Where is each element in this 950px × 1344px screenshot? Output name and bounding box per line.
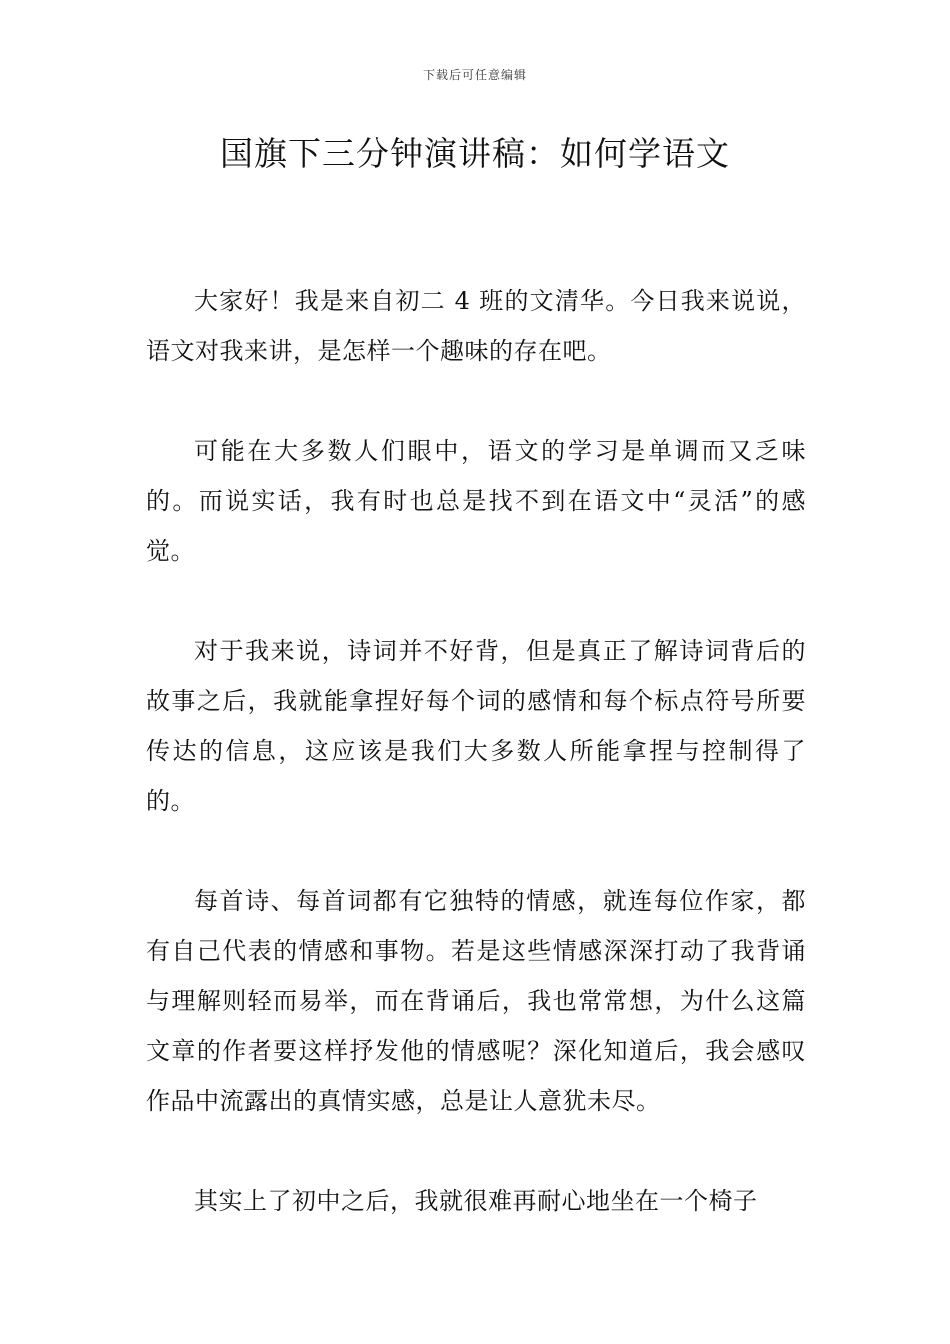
header-note: 下载后可任意编辑 <box>422 68 527 82</box>
paragraph-3: 对于我来说，诗词并不好背，但是真正了解诗词背后的故事之后，我就能拿捏好每个词的感情和每个标点符号所要传达的信息，这应该是我们大多数人所能拿捏与控制得了的。 <box>146 637 806 815</box>
paragraph-2: 可能在大多数人们眼中，语文的学习是单调而又乏味的。而说实话，我有时也总是找不到在语文中“灵活”的感觉。 <box>146 437 806 565</box>
document-title: 国旗下三分钟演讲稿：如何学语文 <box>220 134 730 173</box>
paragraph-5: 其实上了初中之后，我就很难再耐心地坐在一个椅子 <box>194 1187 758 1215</box>
paragraph-4: 每首诗、每首词都有它独特的情感，就连每位作家，都有自己代表的情感和事物。若是这些情感深深打动了我背诵与理解则轻而易举，而在背诵后，我也常常想，为什么这篇文章的作者要这样抒发他的情感呢？深化知道后，我会感叹作品中流露出的真情实感，总是让人意犹未尽。 <box>146 887 806 1115</box>
paragraph-1: 大家好！我是来自初二 4 班的文清华。今日我来说说，语文对我来讲，是怎样一个趣味的存在吧。 <box>146 287 806 365</box>
document-body <box>146 276 806 1276</box>
